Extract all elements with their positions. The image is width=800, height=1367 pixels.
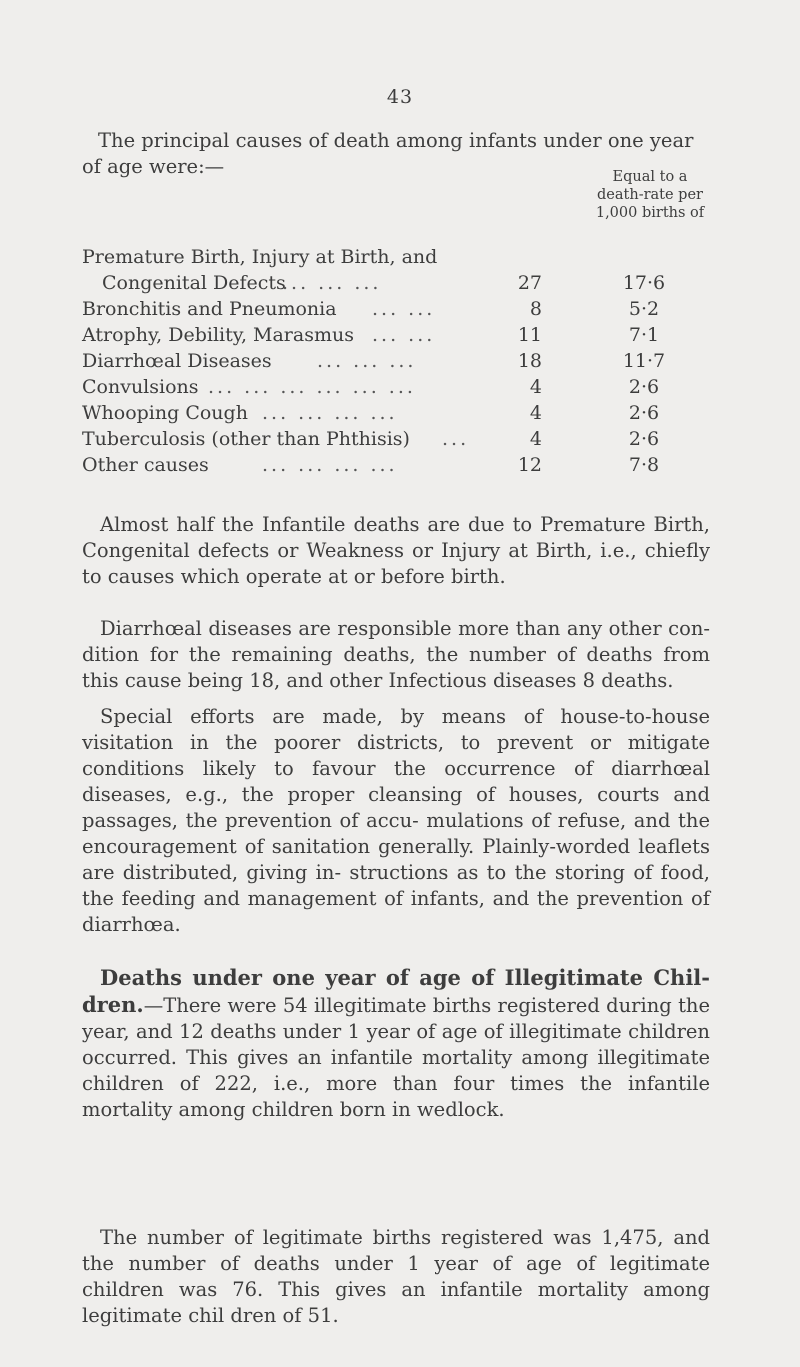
paragraph-premature-birth: Almost half the Infantile deaths are due to Premature Birth, Congenital defects or Weakness or Injury at Birth, i.e., chiefly to causes which operate at or before birth.	[82, 513, 710, 588]
leader-dots: ... ... ... ...	[262, 454, 398, 476]
cause-label: Premature Birth, Injury at Birth, and	[82, 246, 438, 268]
leader-dots: ... ... ...	[317, 350, 417, 372]
cause-label: Atrophy, Debility, Marasmus	[82, 324, 354, 346]
death-count: 18	[517, 350, 542, 372]
rate-header-line: death-rate per	[597, 187, 703, 203]
paragraph-legitimate-births: The number of legitimate births registered was 1,475, and the number of deaths under 1 year of age of legitimate children was 76. This gives an infantile mortality among legitimate chil dren of 51.	[82, 1226, 710, 1327]
table-row	[82, 272, 722, 298]
table-row	[82, 402, 722, 428]
death-rate: 2·6	[628, 402, 660, 424]
section-body: —There were 54 illegitimate births registered during the year, and 12 deaths under 1 year of age of illegitimate children occurred. This gives an infantile mortality among illegitimate children of 222, i.e., more than four times the infantile mortality among children born in wedlock.	[82, 994, 710, 1121]
rate-header-line: 1,000 births of	[595, 205, 705, 221]
death-rate: 2·6	[628, 376, 660, 398]
cause-label: Tuberculosis (other than Phthisis)	[82, 428, 410, 450]
leader-dots: ... ...	[372, 298, 436, 320]
section-heading: Deaths under one year of age of Illegitimate Chil- dren.	[82, 965, 710, 1017]
leader-dots: ... ... ... ...	[262, 402, 398, 424]
cause-label: Other causes	[82, 454, 209, 476]
table-row	[82, 454, 722, 480]
death-rate: 7·1	[628, 324, 660, 346]
intro-text: The principal causes of death among infants under one year of age were:—	[82, 129, 694, 178]
table-row	[82, 246, 722, 272]
death-rate: 11·7	[622, 350, 666, 372]
leader-dots: ...	[442, 428, 470, 450]
death-rate: 5·2	[628, 298, 660, 320]
paragraph-diarrhoeal-diseases: Diarrhœal diseases are responsible more than any other con- dition for the remaining deaths, the number of deaths from this cause being 18, and other Infectious diseases 8 deaths.	[82, 617, 710, 692]
leader-dots: ... ... ... ... ... ...	[208, 376, 416, 398]
paragraph-special-efforts: Special efforts are made, by means of house-to-house visitation in the poorer districts, to prevent or mitigate conditions likely to favour the occurrence of diarrhœal diseases, e.g., the proper cleansing of houses, courts and passages, the prevention of accu- mulations of refuse, and the encouragement of sanitation generally. Plainly-worded leaflets are distributed, giving in- structions as to the storing of food, the feeding and management of infants, and the prevention of diarrhœa.	[82, 705, 710, 936]
cause-label: Diarrhœal Diseases	[82, 350, 272, 372]
table-row	[82, 298, 722, 324]
table-row	[82, 324, 722, 350]
table-row	[82, 376, 722, 402]
leader-dots: ... ...	[372, 324, 436, 346]
leader-dots: ... ... ...	[282, 272, 382, 294]
death-count: 4	[529, 376, 542, 398]
death-count: 27	[517, 272, 542, 294]
rate-column-header	[590, 168, 710, 222]
cause-label: Bronchitis and Pneumonia	[82, 298, 337, 320]
death-count: 4	[529, 402, 542, 424]
death-count: 8	[529, 298, 542, 320]
death-count: 4	[529, 428, 542, 450]
paragraph-illegitimate-children	[82, 965, 710, 1123]
death-rate: 17·6	[622, 272, 666, 294]
death-rate: 7·8	[628, 454, 660, 476]
death-count: 11	[517, 324, 542, 346]
table-row	[82, 350, 722, 376]
cause-label: Whooping Cough	[82, 402, 248, 424]
table-row	[82, 428, 722, 454]
page-number: 43	[386, 86, 414, 108]
death-rate: 2·6	[628, 428, 660, 450]
death-count: 12	[517, 454, 542, 476]
cause-label: Convulsions	[82, 376, 199, 398]
cause-label: Congenital Defects	[102, 272, 286, 294]
rate-header-line: Equal to a	[612, 169, 688, 185]
